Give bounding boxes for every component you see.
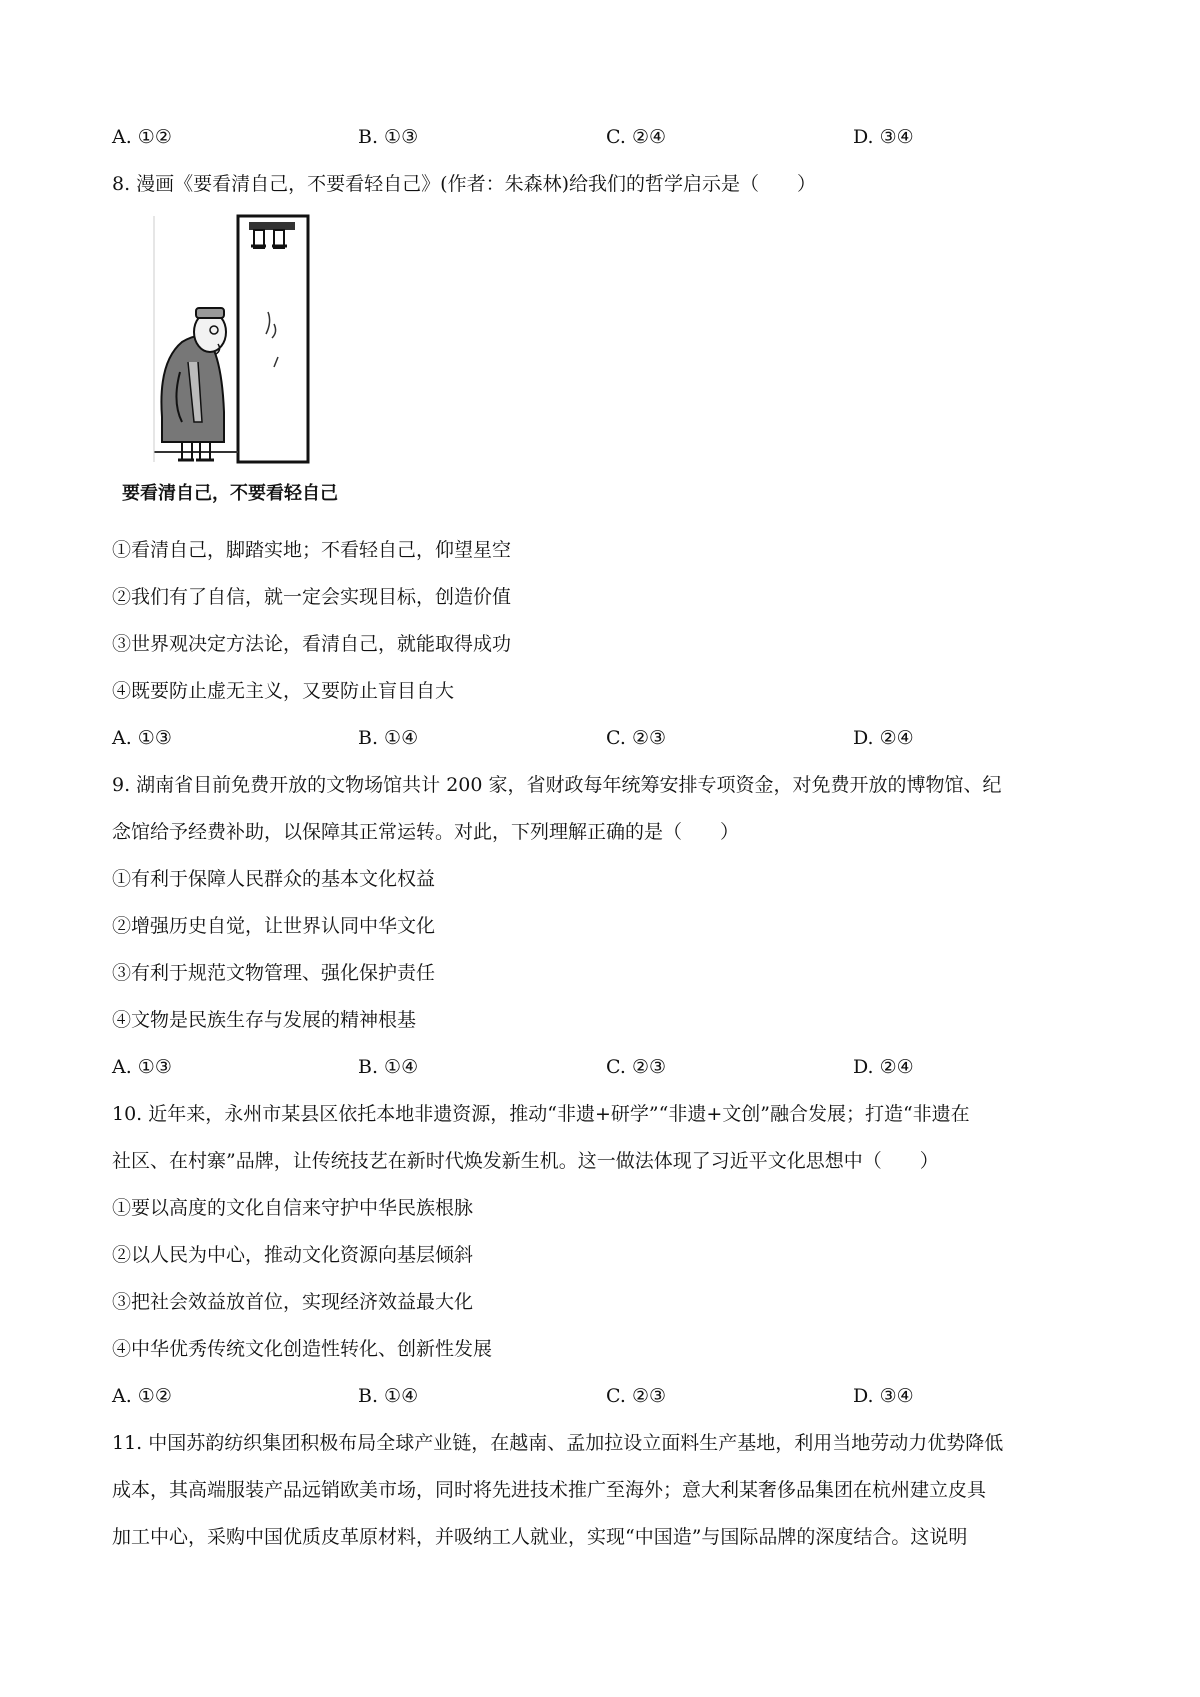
q7-option-b[interactable]: B. ①③ [358,126,419,148]
q9-stem-line-1: 9. 湖南省目前免费开放的文物场馆共计 200 家，省财政每年统筹安排专项资金，对免费开放的博物馆、纪 [112,774,1002,796]
q10-item-1: ①要以高度的文化自信来守护中华民族根脉 [112,1197,474,1219]
cartoon-caption: 要看清自己，不要看轻自己 [122,483,338,504]
q9-option-b[interactable]: B. ①④ [358,1056,419,1078]
q10-stem-line-2: 社区、在村寨”品牌，让传统技艺在新时代焕发新生机。这一做法体现了习近平文化思想中（ ） [112,1150,939,1172]
q10-stem-line-1: 10. 近年来，永州市某县区依托本地非遗资源，推动“非遗+研学”“非遗+文创”融合发展；打造“非遗在 [112,1103,970,1125]
q10-option-c[interactable]: C. ②③ [606,1385,667,1407]
q10-options [112,1383,1102,1409]
q9-option-c[interactable]: C. ②③ [606,1056,667,1078]
q8-stem: 8. 漫画《要看清自己，不要看轻自己》(作者：朱森林)给我们的哲学启示是（ ） [112,173,816,195]
q10-option-b[interactable]: B. ①④ [358,1385,419,1407]
q8-item-1: ①看清自己，脚踏实地；不看轻自己，仰望星空 [112,539,512,561]
q10-item-4: ④中华优秀传统文化创造性转化、创新性发展 [112,1338,493,1360]
q9-option-d[interactable]: D. ②④ [853,1056,914,1078]
q8-option-a[interactable]: A. ①③ [112,727,172,749]
q7-options [112,124,1102,150]
q8-option-c[interactable]: C. ②③ [606,727,667,749]
q8-item-2: ②我们有了自信，就一定会实现目标，创造价值 [112,586,512,608]
q9-item-3: ③有利于规范文物管理、强化保护责任 [112,962,436,984]
q10-option-d[interactable]: D. ③④ [853,1385,914,1407]
q8-option-d[interactable]: D. ②④ [853,727,914,749]
q7-option-c[interactable]: C. ②④ [606,126,667,148]
q10-item-2: ②以人民为中心，推动文化资源向基层倾斜 [112,1244,474,1266]
q11-stem-line-2: 成本，其高端服装产品远销欧美市场，同时将先进技术推广至海外；意大利某奢侈品集团在杭州建立皮具 [112,1479,987,1501]
q9-item-2: ②增强历史自觉，让世界认同中华文化 [112,915,436,937]
q9-item-1: ①有利于保障人民群众的基本文化权益 [112,868,436,890]
q10-option-a[interactable]: A. ①② [112,1385,172,1407]
cartoon-illustration [152,212,340,467]
q8-item-3: ③世界观决定方法论，看清自己，就能取得成功 [112,633,512,655]
q11-stem-line-3: 加工中心，采购中国优质皮革原材料，并吸纳工人就业，实现“中国造”与国际品牌的深度结合。这说明 [112,1526,968,1548]
q8-options [112,725,1102,751]
q11-stem-line-1: 11. 中国苏韵纺织集团积极布局全球产业链，在越南、孟加拉设立面料生产基地，利用当地劳动力优势降低 [112,1432,1004,1454]
q9-item-4: ④文物是民族生存与发展的精神根基 [112,1009,417,1031]
q9-option-a[interactable]: A. ①③ [112,1056,172,1078]
q8-item-4: ④既要防止虚无主义，又要防止盲目自大 [112,680,455,702]
q9-options [112,1054,1102,1080]
q9-stem-line-2: 念馆给予经费补助，以保障其正常运转。对此，下列理解正确的是（ ） [112,821,740,843]
q7-option-a[interactable]: A. ①② [112,126,172,148]
q7-option-d[interactable]: D. ③④ [853,126,914,148]
q8-option-b[interactable]: B. ①④ [358,727,419,749]
q10-item-3: ③把社会效益放首位，实现经济效益最大化 [112,1291,474,1313]
